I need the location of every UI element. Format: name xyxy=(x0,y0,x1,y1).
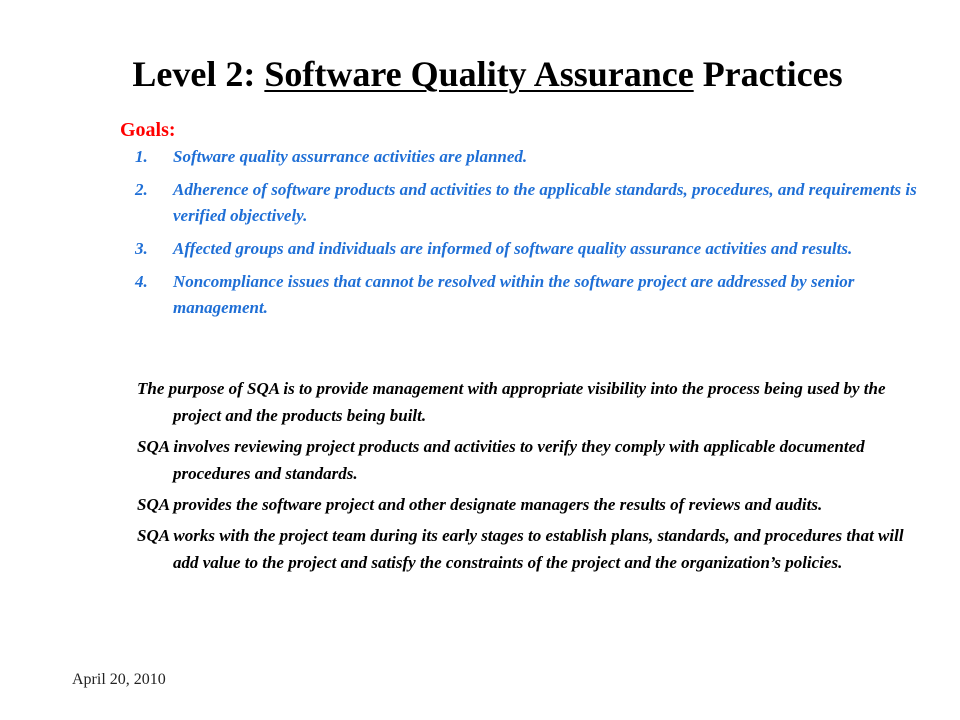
goals-list xyxy=(135,144,925,328)
footer-date: April 20, 2010 xyxy=(72,671,166,688)
goal-item xyxy=(135,177,925,229)
goal-text: Noncompliance issues that cannot be resolved within the software project are addressed by senior management. xyxy=(173,272,855,317)
body-paragraph: SQA provides the software project and other designate managers the results of reviews and audits. xyxy=(137,495,823,514)
goal-item xyxy=(135,236,925,262)
goal-item xyxy=(135,144,925,170)
goal-text: Software quality assurrance activities are planned. xyxy=(173,147,528,166)
goal-number: 1. xyxy=(135,147,148,166)
body-paragraph: SQA involves reviewing project products and activities to verify they comply with applicable documented procedures and standards. xyxy=(137,437,865,483)
title-suffix: Practices xyxy=(693,54,843,94)
goals-label: Goals: xyxy=(120,119,176,141)
goal-text: Adherence of software products and activities to the applicable standards, procedures, and requirements is verified objectively. xyxy=(173,180,917,225)
goal-number: 4. xyxy=(135,272,148,291)
slide-title xyxy=(0,52,960,96)
title-underlined: Software Quality Assurance xyxy=(264,54,694,94)
body-paragraph: The purpose of SQA is to provide management with appropriate visibility into the process being used by the project and the products being built. xyxy=(137,379,886,425)
body-paragraph: SQA works with the project team during its early stages to establish plans, standards, and procedures that will add value to the project and satisfy the constraints of the project and the organization’s policies. xyxy=(137,526,904,572)
sqa-paragraphs xyxy=(137,375,927,580)
title-prefix: Level 2: xyxy=(132,54,265,94)
goal-text: Affected groups and individuals are informed of software quality assurance activities and results. xyxy=(173,239,853,258)
goal-item xyxy=(135,269,925,321)
goal-number: 2. xyxy=(135,180,148,199)
goal-number: 3. xyxy=(135,239,148,258)
